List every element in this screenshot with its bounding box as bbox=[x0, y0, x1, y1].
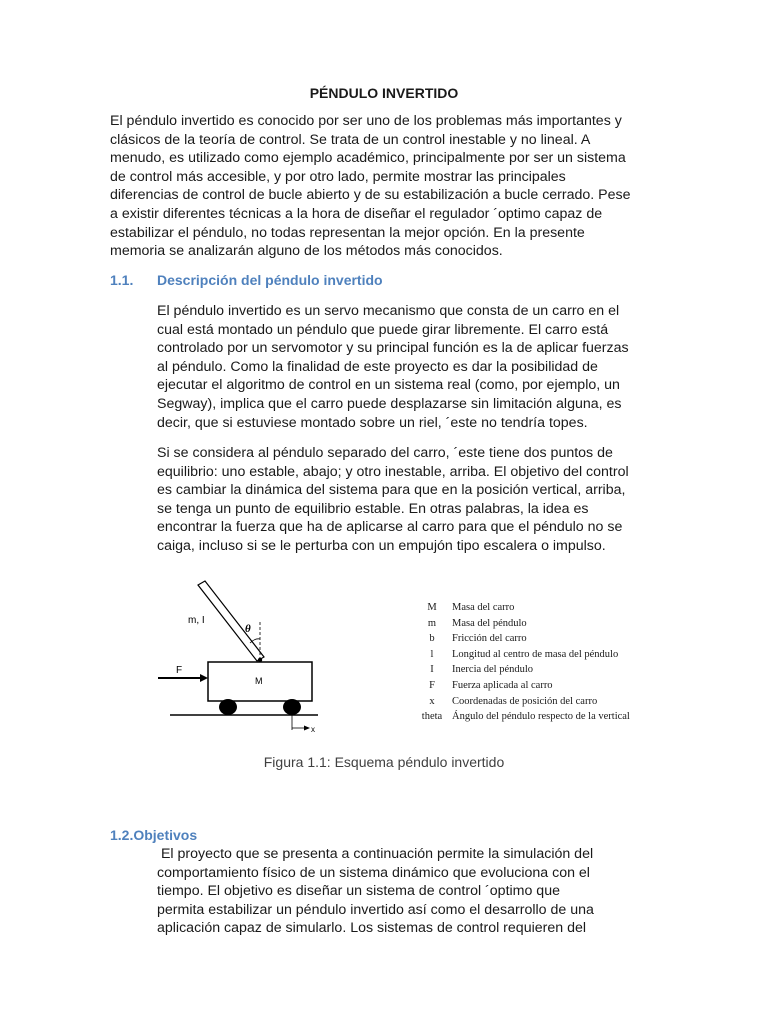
text-line: decir, que si estuviese montado sobre un riel, ´este no tendría topes. bbox=[157, 414, 588, 431]
cart-wheel-left bbox=[219, 699, 237, 715]
cart-wheel-right bbox=[283, 699, 301, 715]
text-line: a existir diferentes técnicas a la hora de diseñar el regulador ´optimo capaz de bbox=[110, 205, 603, 222]
legend-description: Masa del péndulo bbox=[452, 617, 527, 629]
legend-row bbox=[412, 678, 630, 694]
section-heading: Descripción del péndulo invertido bbox=[157, 272, 383, 288]
legend-row bbox=[412, 616, 630, 632]
text-line: ejecutar el algoritmo de control en un sistema real (como, por ejemplo, un bbox=[157, 377, 620, 394]
text-line: caiga, incluso si se le perturba con un empujón tipo escalera o impulso. bbox=[157, 537, 606, 554]
x-axis-arrow-head bbox=[304, 726, 310, 731]
variable-legend bbox=[412, 600, 630, 725]
mass-inertia-label: m, I bbox=[188, 615, 205, 626]
text-line: El proyecto que se presenta a continuación permite la simulación del bbox=[157, 846, 594, 862]
legend-description: Masa del carro bbox=[452, 602, 515, 613]
legend-description: Fuerza aplicada al carro bbox=[452, 679, 553, 691]
legend-symbol: b bbox=[429, 633, 435, 645]
theta-label: θ bbox=[245, 623, 251, 635]
legend-row bbox=[412, 662, 630, 678]
text-line: cual está montado un péndulo que puede girar libremente. El carro está bbox=[157, 321, 609, 338]
text-line: Si se considera al péndulo separado del carro, ´este tiene dos puntos de bbox=[157, 445, 613, 461]
text-line: comportamiento físico de un sistema dinámico que evoluciona con el bbox=[157, 864, 590, 881]
figure-caption: Figura 1.1: Esquema péndulo invertido bbox=[263, 754, 505, 770]
objectives-paragraph bbox=[157, 845, 617, 938]
force-label: F bbox=[176, 665, 183, 676]
legend-symbol: theta bbox=[421, 711, 443, 723]
legend-description: Inercia del péndulo bbox=[452, 664, 534, 676]
legend-symbol: I bbox=[430, 664, 434, 676]
pendulum-diagram bbox=[158, 578, 318, 738]
text-line: diferencias de control de bucle abierto y de su estabilización a bucle cerrado. Pese bbox=[110, 187, 631, 204]
section1-paragraph-1 bbox=[157, 302, 657, 432]
pendulum-rod bbox=[198, 581, 264, 661]
legend-symbol: x bbox=[429, 695, 435, 707]
legend-row bbox=[412, 647, 630, 663]
x-axis-label: x bbox=[311, 725, 315, 734]
section-heading-objectives: 1.2.Objetivos bbox=[110, 827, 198, 843]
legend-description: Ángulo del péndulo respecto de la vertical bbox=[452, 711, 630, 723]
text-line: Segway), implica que el carro puede desplazarse sin limitación alguna, es bbox=[157, 395, 622, 412]
section1-paragraph-2 bbox=[157, 444, 657, 556]
legend-description: Fricción del carro bbox=[452, 633, 527, 645]
text-line: encontrar la fuerza que ha de aplicarse al carro para que el péndulo no se bbox=[157, 519, 623, 536]
text-line: clásicos de la teoría de control. Se trata de un control inestable y no lineal. A bbox=[110, 131, 591, 148]
legend-row bbox=[412, 709, 630, 725]
text-line: es cambiar la dinámica del sistema para que en la posición vertical, arriba, bbox=[157, 482, 626, 499]
text-line: al péndulo. Como la finalidad de este proyecto es dar la posibilidad de bbox=[157, 358, 598, 375]
force-arrow-head bbox=[200, 674, 208, 682]
text-line: El péndulo invertido es conocido por ser uno de los problemas más importantes y bbox=[110, 113, 622, 129]
legend-symbol: M bbox=[427, 602, 437, 613]
text-line: El péndulo invertido es un servo mecanismo que consta de un carro en el bbox=[157, 303, 620, 319]
text-line: estabilizar el péndulo, no todas representan la mejor opción. En la presente bbox=[110, 224, 585, 241]
text-line: equilibrio: uno estable, abajo; y otro inestable, arriba. El objetivo del control bbox=[157, 463, 629, 480]
text-line: menudo, es utilizado como ejemplo académico, principalmente por ser un sistema bbox=[110, 150, 626, 167]
text-line: memoria se analizarán alguno de los métodos más conocidos. bbox=[110, 243, 503, 260]
legend-row bbox=[412, 600, 630, 616]
intro-paragraph bbox=[110, 112, 660, 261]
cart-mass-label: M bbox=[255, 676, 263, 686]
text-line: aplicación capaz de simularlo. Los sistemas de control requieren del bbox=[157, 920, 587, 937]
section-number: 1.1. bbox=[110, 272, 134, 288]
legend-description: Longitud al centro de masa del péndulo bbox=[452, 648, 619, 660]
legend-symbol: F bbox=[429, 679, 435, 691]
text-line: permita estabilizar un péndulo invertido así como el desarrollo de una bbox=[157, 901, 594, 918]
legend-row bbox=[412, 631, 630, 647]
text-line: controlado por un servomotor y su principal función es la de aplicar fuerzas bbox=[157, 340, 629, 357]
text-line: se tenga un punto de equilibrio estable. En otras palabras, la idea es bbox=[157, 500, 589, 517]
text-line: de control más accesible, y por otro lado, permite mostrar las principales bbox=[110, 168, 566, 185]
legend-symbol: l bbox=[430, 648, 434, 660]
legend-symbol: m bbox=[427, 617, 437, 629]
legend-row bbox=[412, 694, 630, 710]
page-title: PÉNDULO INVERTIDO bbox=[309, 85, 459, 101]
text-line: tiempo. El objetivo es diseñar un sistema de control ´optimo que bbox=[157, 883, 560, 900]
legend-description: Coordenadas de posición del carro bbox=[452, 695, 598, 707]
